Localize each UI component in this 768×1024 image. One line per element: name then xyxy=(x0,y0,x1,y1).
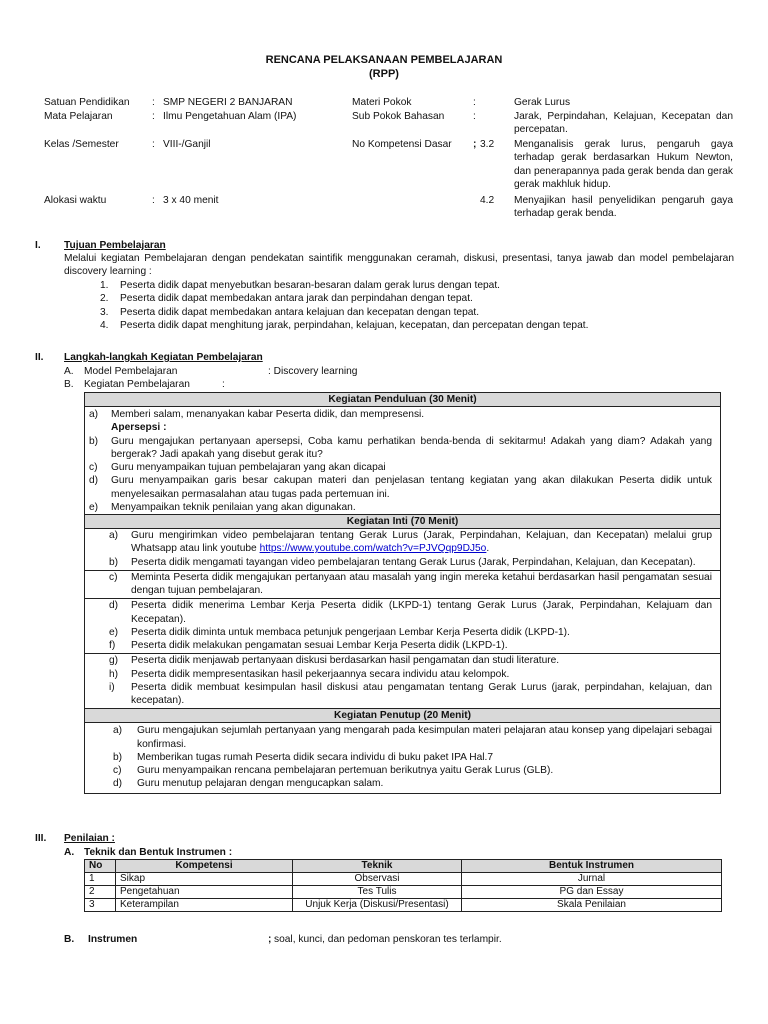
list-item: e) Peserta didik diminta untuk membaca petunjuk pengerjaan Lembar Kerja Peserta didik (LKPD-1). xyxy=(109,626,570,638)
table-cell: Observasi xyxy=(293,873,462,886)
pendahuluan-body xyxy=(85,407,721,515)
section2-b-value: : xyxy=(222,379,225,390)
section2-a-value: : Discovery learning xyxy=(268,366,358,377)
table-header: Kompetensi xyxy=(116,860,293,873)
info-sep: : xyxy=(152,195,155,206)
youtube-link[interactable]: https://www.youtube.com/watch?v=PJVQqp9DJ5o xyxy=(259,543,487,555)
list-item: d) Guru menyampaikan garis besar cakupan materi dan penjelasan tentang kegiatan yang akan dilakukan Peserta didik untuk menyelesaikan permasalahan atau tugas pada pertemuan ini. xyxy=(89,475,712,500)
kd1-number: 3.2 xyxy=(480,139,495,150)
inti-block-1 xyxy=(85,529,721,571)
list-item: c) Meminta Peserta didik mengajukan pertanyaan atau masalah yang ingin mereka ketahui berdasarkan hasil pengamatan sesuai dengan tujuan pembelajaran. xyxy=(109,571,712,596)
section3-heading: Penilaian : xyxy=(64,833,115,844)
info-value-alokasi: 3 x 40 menit xyxy=(163,195,219,206)
kd2-number: 4.2 xyxy=(480,195,495,206)
inti-block-3 xyxy=(85,599,721,654)
table-cell: Pengetahuan xyxy=(116,886,293,899)
section2-number: II. xyxy=(35,352,44,363)
list-item: 2. Peserta didik dapat membedakan antara jarak dan perpindahan dengan tepat. xyxy=(100,293,473,305)
section2-b-text: Kegiatan Pembelajaran xyxy=(84,379,190,390)
kd1-text: Menganalisis gerak lurus, pengaruh gaya terhadap gerak berdasarkan Hukum Newton, dan penerapannya pada gerak benda dan gerak gerak makhluk hidup. xyxy=(514,139,733,190)
info-value-mapel: Ilmu Pengetahuan Alam (IPA) xyxy=(163,111,297,122)
list-item: 4. Peserta didik dapat menghitung jarak, perpindahan, kelajuan, kecepatan, dan percepatan dengan tepat. xyxy=(100,319,589,331)
info-value-satuan: SMP NEGERI 2 BANJARAN xyxy=(163,97,293,108)
table-cell: Tes Tulis xyxy=(293,886,462,899)
section1-heading: Tujuan Pembelajaran xyxy=(64,240,166,251)
section2-heading: Langkah-langkah Kegiatan Pembelajaran xyxy=(64,352,263,363)
info-label-kd: No Kompetensi Dasar xyxy=(352,139,452,150)
info-label-alokasi: Alokasi waktu xyxy=(44,195,107,206)
inti-block-2 xyxy=(85,570,721,599)
section3-b-heading: Instrumen xyxy=(88,934,138,945)
table-cell: 1 xyxy=(85,873,116,886)
info-sep: : xyxy=(152,139,155,150)
table-cell: PG dan Essay xyxy=(462,886,722,899)
section3-a-heading: Teknik dan Bentuk Instrumen : xyxy=(84,847,233,858)
section3-number: III. xyxy=(35,833,47,844)
list-item: h) Peserta didik mempresentasikan hasil pekerjaannya secara individu atau kelompok. xyxy=(109,668,510,680)
list-item: i) Peserta didik membuat kesimpulan hasil diskusi atau pengamatan tentang Gerak Lurus (jarak, perpindahan, kelajuan, dan kecepatan). xyxy=(109,681,712,706)
info-sep: : xyxy=(152,111,155,122)
document-title: RENCANA PELAKSANAAN PEMBELAJARAN xyxy=(265,54,503,66)
info-value-sub: Jarak, Perpindahan, Kelajuan, Kecepatan dan percepatan. xyxy=(514,111,733,136)
section3-b-label: B. xyxy=(64,934,75,945)
info-sep: : xyxy=(473,97,476,108)
table-header: Bentuk Instrumen xyxy=(462,860,722,873)
info-label-sub: Sub Pokok Bahasan xyxy=(352,111,445,122)
apersepsi-label: Apersepsi : xyxy=(111,422,167,434)
section1-number: I. xyxy=(35,240,41,251)
info-label-materi: Materi Pokok xyxy=(352,97,412,108)
kegiatan-table xyxy=(84,392,721,794)
list-item: d) Peserta didik menerima Lembar Kerja Peserta didik (LKPD-1) tentang Gerak Lurus (Jarak, Perpindahan, Kelajuam dan Kecepatan). xyxy=(109,600,712,625)
assessment-table xyxy=(84,859,722,912)
table-header: Teknik xyxy=(293,860,462,873)
table-header: No xyxy=(85,860,116,873)
info-label-mapel: Mata Pelajaran xyxy=(44,111,113,122)
list-item: d) Guru menutup pelajaran dengan mengucapkan salam. xyxy=(113,778,384,790)
info-sep: : xyxy=(152,97,155,108)
section3-b-sep: ; xyxy=(268,934,272,945)
table-cell: Unjuk Kerja (Diskusi/Presentasi) xyxy=(293,899,462,912)
list-item: 3. Peserta didik dapat membedakan antara kelajuan dan kecepatan dengan tepat. xyxy=(100,306,480,318)
section2-b-label: B. xyxy=(64,379,74,390)
table-row xyxy=(85,873,722,886)
list-item: a) Guru mengajukan sejumlah pertanyaan yang mengarah pada kesimpulan materi pelajaran atau konsep yang dipelajari sebagai konfirmasi. xyxy=(113,725,712,750)
document-subtitle: (RPP) xyxy=(369,68,399,80)
list-item: c) Guru menyampaikan rencana pembelajaran pertemuan berikutnya yaitu Gerak Lurus (GLB). xyxy=(113,765,554,776)
list-item: a) Guru mengirimkan video pembelajaran tentang Gerak Lurus (Jarak, Perpindahan, Kelajuan, dan Kecepatan) melalui grup Whatsapp atau link youtube https://www.youtube.com/watch?v=PJVQqp9DJ5o. xyxy=(109,530,712,555)
info-label-kelas: Kelas /Semester xyxy=(44,139,119,150)
info-sep: : xyxy=(473,111,476,122)
table-cell: Sikap xyxy=(116,873,293,886)
list-item: f) Peserta didik melakukan pengamatan sesuai Lembar Kerja Peserta didik (LKPD-1). xyxy=(109,640,508,651)
info-value-materi: Gerak Lurus xyxy=(514,97,571,108)
list-item: g) Peserta didik menjawab pertanyaan diskusi berdasarkan hasil pengamatan dan studi literature. xyxy=(109,655,560,667)
penutup-body xyxy=(85,723,721,793)
list-item: e) Menyampaikan teknik penilaian yang akan digunakan. xyxy=(89,501,356,513)
section2-a-label: A. xyxy=(64,366,74,377)
info-sep: ; xyxy=(473,139,477,150)
section1-list xyxy=(100,279,740,332)
table-row xyxy=(85,899,722,912)
section3-a-label: A. xyxy=(64,847,75,858)
section2-a-text: Model Pembelajaran xyxy=(84,366,178,377)
info-value-kelas: VIII-/Ganjil xyxy=(163,139,211,150)
penutup-header: Kegiatan Penutup (20 Menit) xyxy=(85,709,721,723)
list-item: b) Guru mengajukan pertanyaan apersepsi, Coba kamu perhatikan benda-benda di sekitarmu! Adakah yang diam? Adakah yang bergerak? Jadi apakah yang disebut gerak itu? xyxy=(89,435,712,460)
table-cell: 2 xyxy=(85,886,116,899)
table-row xyxy=(85,886,722,899)
inti-header: Kegiatan Inti (70 Menit) xyxy=(85,515,721,529)
table-cell: Jurnal xyxy=(462,873,722,886)
list-item: b) Memberikan tugas rumah Peserta didik secara individu di buku paket IPA Hal.7 xyxy=(113,751,493,763)
kd2-text: Menyajikan hasil penyelidikan pengaruh gaya terhadap gerak benda. xyxy=(514,195,733,220)
info-label-satuan: Satuan Pendidikan xyxy=(44,97,130,108)
section3-b-value: soal, kunci, dan pedoman penskoran tes terlampir. xyxy=(274,934,502,945)
table-cell: Keterampilan xyxy=(116,899,293,912)
list-item: c) Guru menyampaikan tujuan pembelajaran yang akan dicapai xyxy=(89,462,386,473)
inti-block-4 xyxy=(85,654,721,709)
list-item: b) Peserta didik mengamati tayangan video pembelajaran tentang Gerak Lurus (Jarak, Perpindahan, Kelajuan, dan Kecepatan). xyxy=(109,556,696,568)
list-item: 1. Peserta didik dapat menyebutkan besaran-besaran dalam gerak lurus dengan tepat. xyxy=(100,280,501,291)
table-cell: 3 xyxy=(85,899,116,912)
pendahuluan-header: Kegiatan Penduluan (30 Menit) xyxy=(85,393,721,407)
table-cell: Skala Penilaian xyxy=(462,899,722,912)
section1-intro: Melalui kegiatan Pembelajaran dengan pendekatan saintifik menggunakan ceramah, diskusi, presentasi, tanya jawab dan model pembelajaran discovery learning : xyxy=(64,253,734,278)
list-item: a) Memberi salam, menanyakan kabar Peserta didik, dan mempresensi. xyxy=(89,409,425,420)
